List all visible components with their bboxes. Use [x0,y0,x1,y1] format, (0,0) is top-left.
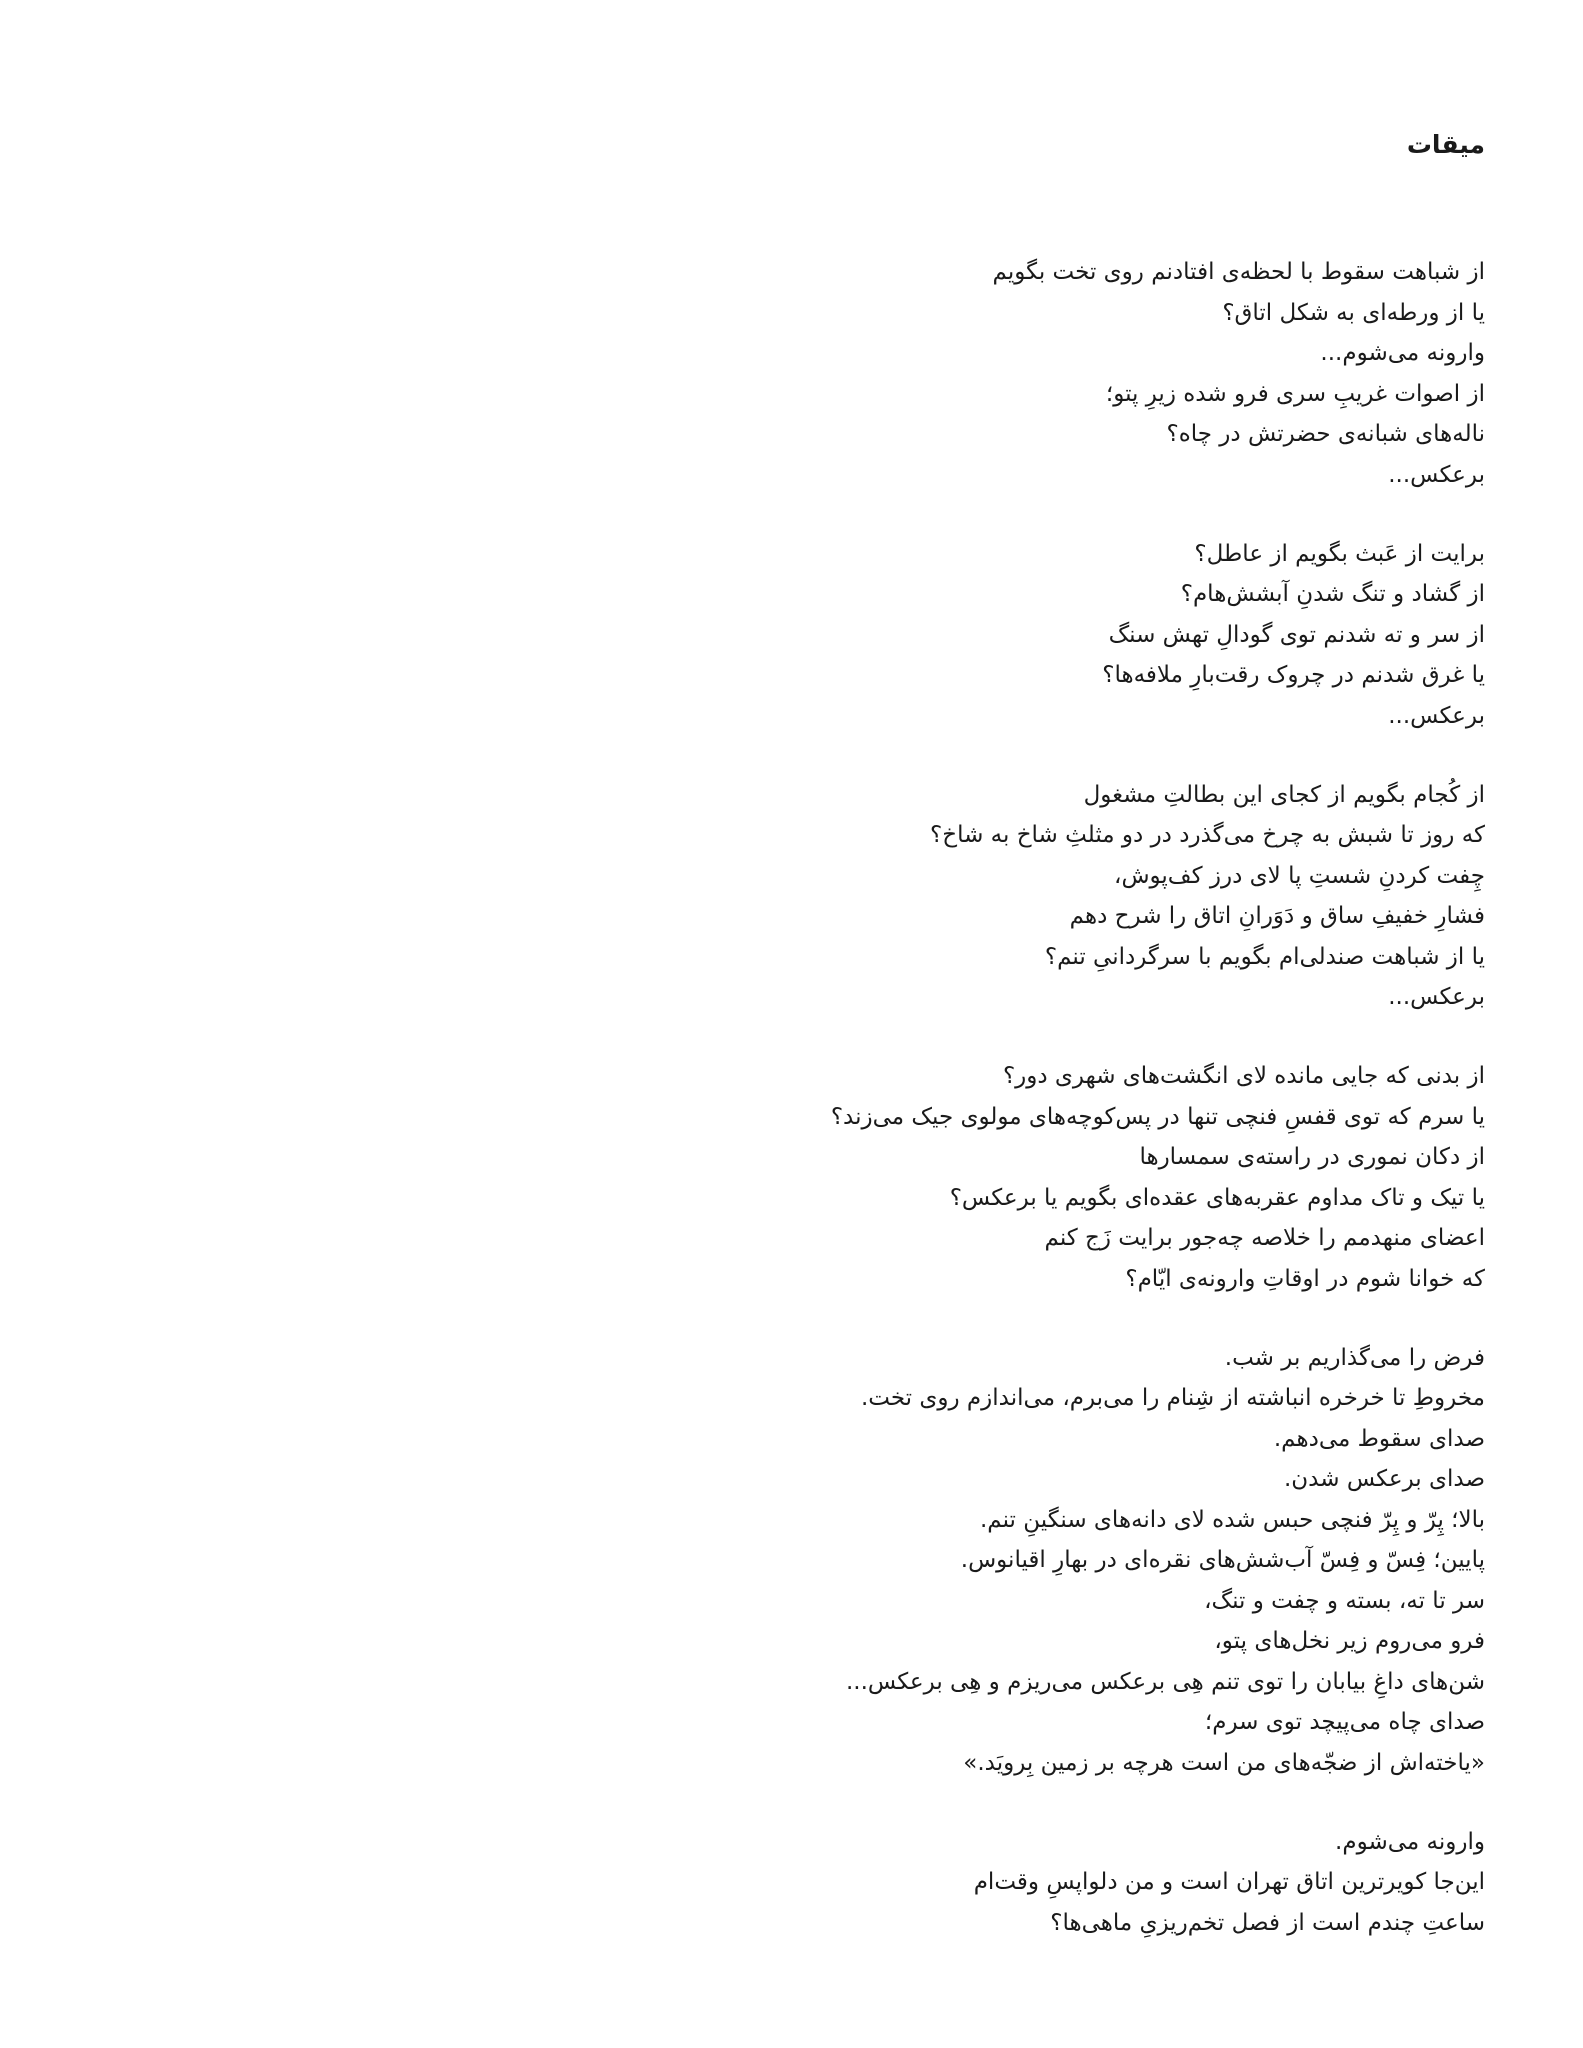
stanza-6 [605,1822,1485,1944]
poem-line: چِفت کردنِ شستِ پا لای درز کف‌پوش، [1114,862,1485,889]
poem-line: ناله‌های شبانه‌ی حضرتش در چاه؟ [1166,421,1485,447]
poem-line: صدای سقوط می‌دهم. [1273,1425,1485,1452]
poem-line: ساعتِ چندم است از فصل تخم‌ریزیِ ماهی‌ها؟ [1050,1909,1485,1936]
stanza-5 [605,1338,1485,1784]
poem-line: برعکس... [1388,984,1485,1010]
poem-line: این‌جا کویرترین اتاق تهران است و من دلواپسِ وقت‌ام [973,1869,1485,1895]
poem-line: مخروطِ تا خرخره انباشته از شِنام را می‌برم، می‌اندازم روی تخت. [860,1385,1485,1411]
poem-line: برعکس... [1388,461,1485,488]
stanza-3 [605,775,1485,1018]
poem-line: سر تا ته، بسته و چفت و تنگ، [1204,1587,1485,1614]
poem-line: وارونه می‌شوم. [1335,1828,1485,1855]
stanza-4 [605,1056,1485,1299]
poem-line: فشارِ خفیفِ ساق و دَوَرانِ اتاق را شرح دهم [1069,903,1485,929]
stanza-2 [605,534,1485,737]
poem-line: فرض را می‌گذاریم بر شب. [1224,1344,1485,1371]
poem-line: از اصوات غریبِ سری فرو شده زیرِ پتو؛ [1105,380,1485,407]
poem-line: از سر و ته شدنم توی گودالِ تهش سنگ [1108,621,1485,648]
poem-line: یا سرم که توی قفسِ فنچی تنها در پس‌کوچه‌های مولوی جیک می‌زند؟ [830,1103,1485,1130]
poem-line: که روز تا شبش به چرخ می‌گذرد در دو مثلثِ شاخ به شاخ؟ [930,822,1485,848]
poem-line: اعضای منهدمم را خلاصه چه‌جور برایت زَج کنم [1044,1225,1485,1251]
poem-line: یا از شباهت صندلی‌ام بگویم با سرگردانیِ تنم؟ [1044,943,1485,970]
poem-line: یا از ورطه‌ای به شکل اتاق؟ [1222,299,1485,326]
poem-line: از شباهت سقوط با لحظه‌ی افتادنم روی تخت بگویم [992,259,1485,285]
poem-line: صدای چاه می‌پیچد توی سرم؛ [1204,1709,1485,1735]
poem-line: برایت از عَبث بگویم از عاطل؟ [1194,540,1485,567]
poem-line: یا تیک و تاک مداوم عقربه‌های عقده‌ای بگویم یا برعکس؟ [949,1184,1485,1211]
poem-line: بالا؛ پِرّ و پِرّ فنچی حبس شده لای دانه‌های سنگینِ تنم. [979,1506,1485,1533]
poem-line: فرو می‌روم زیر نخل‌های پتو، [1214,1628,1485,1654]
poem-line: که خوانا شوم در اوقاتِ وارونه‌ی ایّام؟ [1125,1265,1485,1292]
stanza-1 [605,252,1485,495]
poem-line: «یاخته‌اش از ضجّه‌های من است هرچه بر زمین بِرویَد.» [963,1749,1485,1776]
poem-line: پایین؛ فِسّ و فِسّ آب‌شش‌های نقره‌ای در بهارِ اقیانوس. [960,1547,1485,1573]
poem-line: صدای برعکس شدن. [1283,1466,1485,1492]
poem-line: یا غرق شدنم در چروک رقت‌بارِ ملافه‌ها؟ [1102,662,1485,688]
poem-line: از کُجام بگویم از کجای این بطالتِ مشغول [1083,781,1485,808]
poem-line: از بدنی که جایی مانده لای انگشت‌های شهری دور؟ [1002,1063,1485,1089]
poem-line: از گشاد و تنگ شدنِ آبشش‌هام؟ [1180,581,1485,607]
poem-line: از دکان نموری در راسته‌ی سمسارها [1139,1144,1485,1170]
poem-line: وارونه می‌شوم... [1320,340,1485,366]
poem-line: برعکس... [1388,702,1485,729]
poem-line: شن‌های داغِ بیابان را توی تنم هِی برعکس می‌ریزم و هِی برعکس... [845,1668,1485,1695]
poem-title: میقات [1406,130,1485,159]
poem [605,130,1485,1982]
